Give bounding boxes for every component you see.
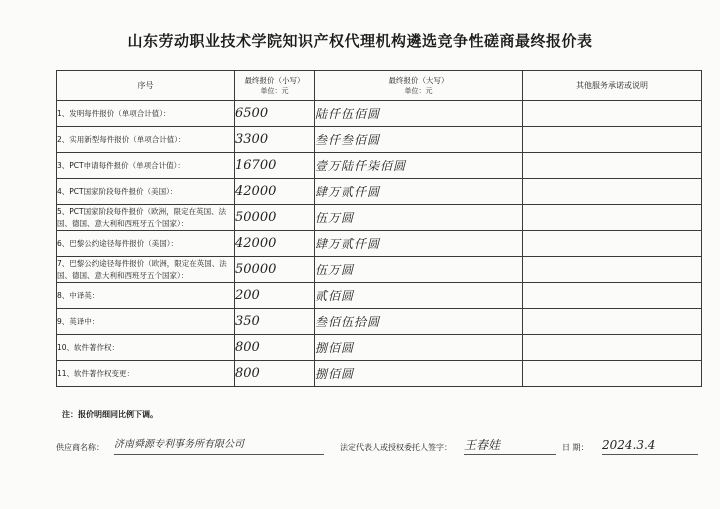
price-small: 200 [235, 283, 315, 309]
header-other: 其他服务承诺或说明 [523, 71, 702, 101]
other-cell [523, 361, 702, 387]
table-row [57, 205, 702, 231]
item-name: 2、实用新型每件报价（单项合计值）： [57, 127, 235, 153]
other-cell [523, 153, 702, 179]
other-cell [523, 309, 702, 335]
signature-footer [56, 436, 701, 456]
table-row [57, 101, 702, 127]
other-cell [523, 257, 702, 283]
representative-label: 法定代表人或授权委托人签字： [340, 443, 452, 452]
price-small: 3300 [235, 127, 315, 153]
price-small: 42000 [235, 179, 315, 205]
supplier-name: 济南舜源专利事务所有限公司 [114, 436, 324, 455]
other-cell [523, 231, 702, 257]
price-big: 伍万圆 [315, 257, 523, 283]
table-row [57, 361, 702, 387]
price-small: 50000 [235, 205, 315, 231]
item-name: 11、软件著作权变更： [57, 361, 235, 387]
table-row [57, 309, 702, 335]
item-name: 6、巴黎公约途径每件报价（美国）： [57, 231, 235, 257]
price-big: 肆万贰仟圆 [315, 231, 523, 257]
table-row [57, 231, 702, 257]
price-small: 16700 [235, 153, 315, 179]
item-name: 8、中译英： [57, 283, 235, 309]
price-small: 6500 [235, 101, 315, 127]
price-small: 350 [235, 309, 315, 335]
other-cell [523, 205, 702, 231]
item-name: 1、发明每件报价（单项合计值）： [57, 101, 235, 127]
price-big: 陆仟伍佰圆 [315, 101, 523, 127]
price-big: 捌佰圆 [315, 335, 523, 361]
table-row [57, 283, 702, 309]
table-header-row [57, 71, 702, 101]
price-big: 捌佰圆 [315, 361, 523, 387]
price-small: 42000 [235, 231, 315, 257]
table-row [57, 127, 702, 153]
price-small: 800 [235, 361, 315, 387]
pricing-note: 注：报价明细同比例下调。 [62, 410, 158, 419]
header-price-big: 最终报价（大写） 单位：元 [315, 71, 523, 101]
price-big: 贰佰圆 [315, 283, 523, 309]
price-big: 壹万陆仟柒佰圆 [315, 153, 523, 179]
price-big: 伍万圆 [315, 205, 523, 231]
price-small: 800 [235, 335, 315, 361]
table-row [57, 335, 702, 361]
other-cell [523, 283, 702, 309]
price-big: 叁仟叁佰圆 [315, 127, 523, 153]
other-cell [523, 179, 702, 205]
item-name: 7、巴黎公约途径每件报价（欧洲，限定在英国、法国、德国、意大利和西班牙五个国家）： [57, 257, 235, 283]
item-name: 3、PCT申请每件报价（单项合计值）： [57, 153, 235, 179]
page-title: 山东劳动职业技术学院知识产权代理机构遴选竞争性磋商最终报价表 [127, 32, 593, 50]
other-cell [523, 335, 702, 361]
header-seq: 序号 [57, 71, 235, 101]
quote-table [56, 70, 702, 387]
table-row [57, 179, 702, 205]
table-row [57, 153, 702, 179]
supplier-label: 供应商名称： [56, 443, 104, 452]
table-row [57, 257, 702, 283]
representative-signature: 王春娃 [464, 436, 556, 455]
item-name: 4、PCT国家阶段每件报价（美国）： [57, 179, 235, 205]
header-price-small: 最终报价（小写） 单位：元 [235, 71, 315, 101]
other-cell [523, 101, 702, 127]
date-label: 日 期： [562, 443, 589, 452]
date-value: 2024.3.4 [602, 436, 698, 455]
price-small: 50000 [235, 257, 315, 283]
item-name: 5、PCT国家阶段每件报价（欧洲，限定在英国、法国、德国、意大利和西班牙五个国家）： [57, 205, 235, 231]
item-name: 10、软件著作权： [57, 335, 235, 361]
item-name: 9、英译中： [57, 309, 235, 335]
price-big: 叁佰伍拾圆 [315, 309, 523, 335]
other-cell [523, 127, 702, 153]
price-big: 肆万贰仟圆 [315, 179, 523, 205]
